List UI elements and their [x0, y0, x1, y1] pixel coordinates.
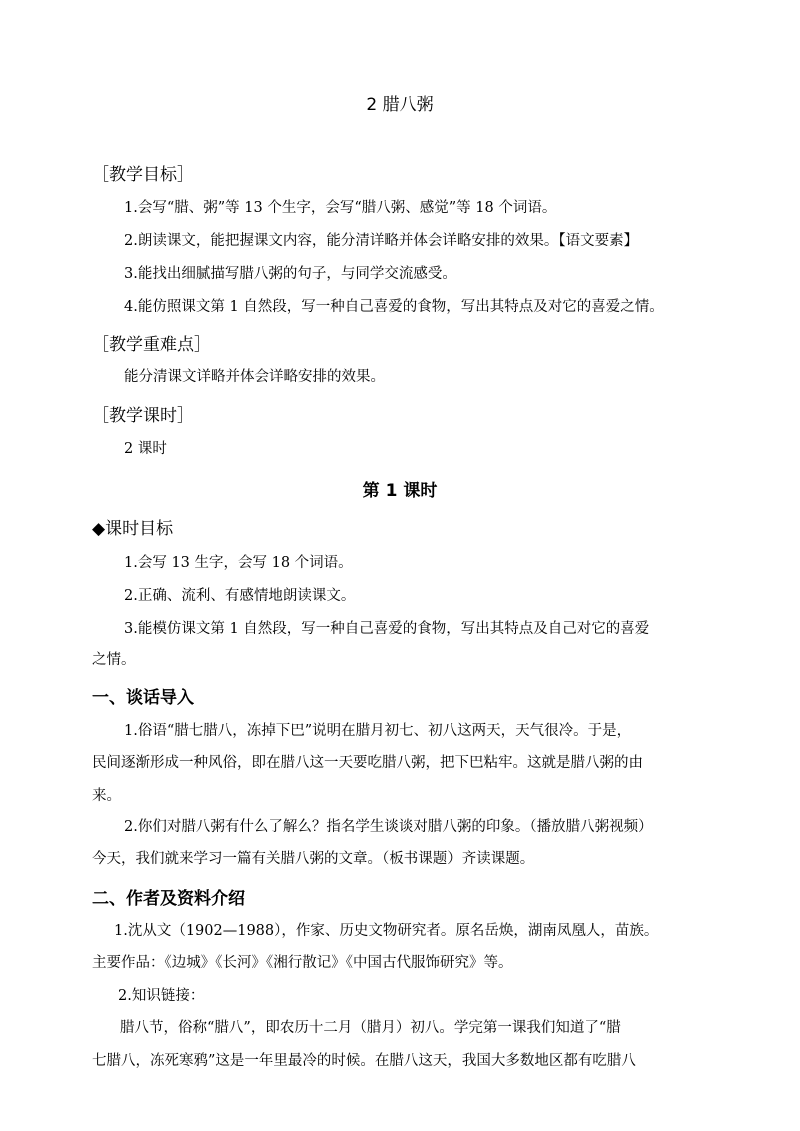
objective-item-1: 1.会写“腊、粥”等 13 个生字，会写“腊八粥、感觉”等 18 个词语。: [124, 200, 557, 216]
part2-para1-line2: 主要作品：《边城》《长河》《湘行散记》《中国古代服饰研究》等。: [92, 955, 513, 971]
lesson-goal-3-line2: 之情。: [92, 652, 136, 668]
hours-heading: ［教学课时］: [92, 406, 194, 426]
part1-para1-line1: 1.俗语“腊七腊八，冻掉下巴”说明在腊月初七、初八这两天，天气很冷。于是，: [124, 723, 632, 739]
part1-para2-line1: 2.你们对腊八粥有什么了解么？指名学生谈谈对腊八粥的印象。（播放腊八粥视频）: [124, 819, 653, 835]
keypoints-text: 能分清课文详略并体会详略安排的效果。: [124, 369, 385, 385]
hours-text: 2 课时: [124, 441, 167, 457]
lesson-goal-2: 2.正确、流利、有感情地朗读课文。: [124, 588, 356, 604]
part1-para2-line2: 今天，我们就来学习一篇有关腊八粥的文章。（板书课题）齐读课题。: [92, 851, 535, 867]
lesson-goal-1: 1.会写 13 生字，会写 18 个词语。: [124, 555, 353, 571]
lesson-goals-heading: ◆课时目标: [92, 519, 174, 539]
lesson1-title: 第 1 课时: [362, 481, 438, 501]
part2-heading: 二、作者及资料介绍: [92, 889, 245, 909]
document-title: 2 腊八粥: [366, 95, 434, 115]
objectives-heading: ［教学目标］: [92, 165, 194, 185]
keypoints-heading: ［教学重难点］: [92, 335, 211, 355]
part2-para1-line1: 1.沈从文（1902—1988），作家、历史文物研究者。原名岳焕，湖南凤凰人，苗族。: [114, 923, 659, 939]
part2-para3-line2: 七腊八，冻死寒鸦”这是一年里最冷的时候。在腊八这天，我国大多数地区都有吃腊八: [92, 1053, 636, 1069]
lesson-goal-3-line1: 3.能模仿课文第 1 自然段，写一种自己喜爱的食物，写出其特点及自己对它的喜爱: [124, 621, 650, 637]
objective-item-3: 3.能找出细腻描写腊八粥的句子，与同学交流感受。: [124, 266, 457, 282]
objective-item-2: 2.朗读课文，能把握课文内容，能分清详略并体会详略安排的效果。【语文要素】: [124, 233, 639, 249]
objective-item-4: 4.能仿照课文第 1 自然段，写一种自己喜爱的食物，写出其特点及对它的喜爱之情。: [124, 299, 664, 315]
part2-para3-line1: 腊八节，俗称“腊八”，即农历十二月（腊月）初八。学完第一课我们知道了“腊: [120, 1020, 621, 1036]
part1-para1-line2: 民间逐渐形成一种风俗，即在腊八这一天要吃腊八粥，把下巴粘牢。这就是腊八粥的由: [92, 755, 643, 771]
part1-para1-line3: 来。: [92, 788, 121, 804]
part2-para2: 2.知识链接：: [118, 988, 205, 1004]
part1-heading: 一、谈话导入: [92, 688, 194, 708]
